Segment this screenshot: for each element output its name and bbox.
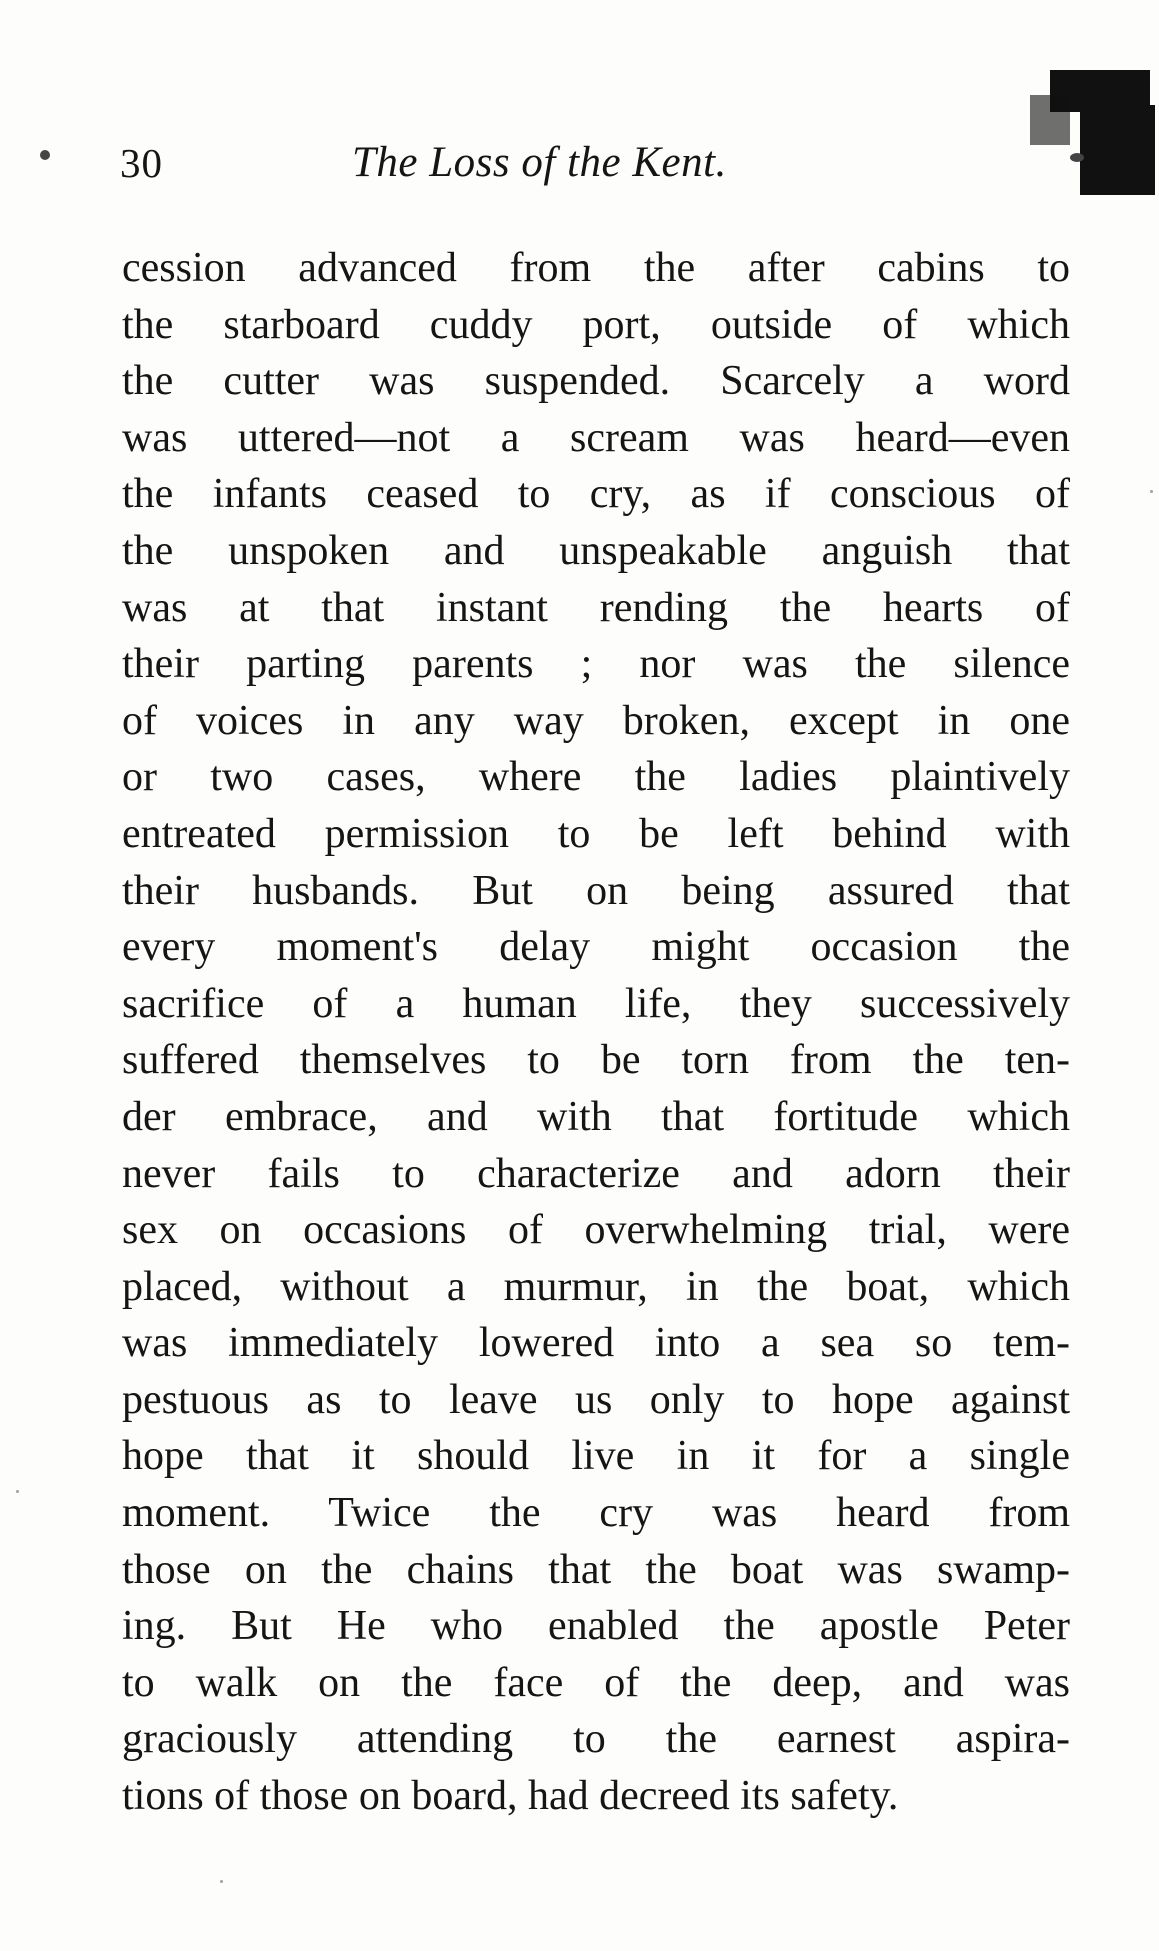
text-line: sacrifice of a human life, they successively: [122, 980, 1070, 1027]
text-line: to walk on the face of the deep, and was: [122, 1659, 1070, 1706]
scan-speck: [1150, 490, 1153, 493]
text-line: never fails to characterize and adorn their: [122, 1150, 1070, 1197]
text-line: was immediately lowered into a sea so tem-: [122, 1320, 1070, 1367]
text-line: the infants ceased to cry, as if conscious of: [122, 471, 1070, 518]
scan-speck: [1070, 153, 1084, 162]
text-line: those on the chains that the boat was swamp-: [122, 1546, 1070, 1593]
text-line: tions of those on board, had decreed its safety.: [122, 1773, 899, 1820]
body-text: [122, 240, 1070, 1825]
text-line: moment. Twice the cry was heard from: [122, 1490, 1070, 1537]
text-line: cession advanced from the after cabins to: [122, 245, 1070, 291]
text-line: was at that instant rending the hearts of: [122, 584, 1070, 631]
scan-speck: [16, 1490, 19, 1493]
text-line: was uttered—not a scream was heard—even: [122, 414, 1070, 461]
text-line: or two cases, where the ladies plaintively: [122, 754, 1070, 801]
text-line: placed, without a murmur, in the boat, which: [122, 1263, 1070, 1310]
text-line: the cutter was suspended. Scarcely a word: [122, 358, 1070, 405]
text-line: their parting parents ; nor was the silence: [122, 641, 1070, 688]
scan-speck: [40, 150, 50, 160]
text-line: entreated permission to be left behind with: [122, 810, 1070, 857]
text-line: graciously attending to the earnest aspira-: [122, 1716, 1070, 1763]
text-line: sex on occasions of overwhelming trial, were: [122, 1207, 1070, 1254]
text-line: every moment's delay might occasion the: [122, 924, 1070, 971]
running-title: The Loss of the Kent.: [352, 139, 727, 186]
text-line: hope that it should live in it for a single: [122, 1433, 1070, 1480]
scan-blot: [1030, 95, 1070, 145]
scan-blot: [1080, 105, 1155, 195]
text-line: ing. But He who enabled the apostle Peter: [122, 1603, 1070, 1650]
text-line: their husbands. But on being assured that: [122, 867, 1070, 914]
text-line: the starboard cuddy port, outside of which: [122, 301, 1070, 348]
text-line: der embrace, and with that fortitude which: [122, 1093, 1070, 1140]
text-line: pestuous as to leave us only to hope against: [122, 1376, 1070, 1423]
scan-speck: [220, 1880, 223, 1883]
text-line: the unspoken and unspeakable anguish that: [122, 527, 1070, 574]
page-number: 30: [120, 140, 163, 186]
page-header: [120, 135, 880, 195]
text-line: suffered themselves to be torn from the ten-: [122, 1037, 1070, 1084]
text-line: of voices in any way broken, except in one: [122, 697, 1070, 744]
